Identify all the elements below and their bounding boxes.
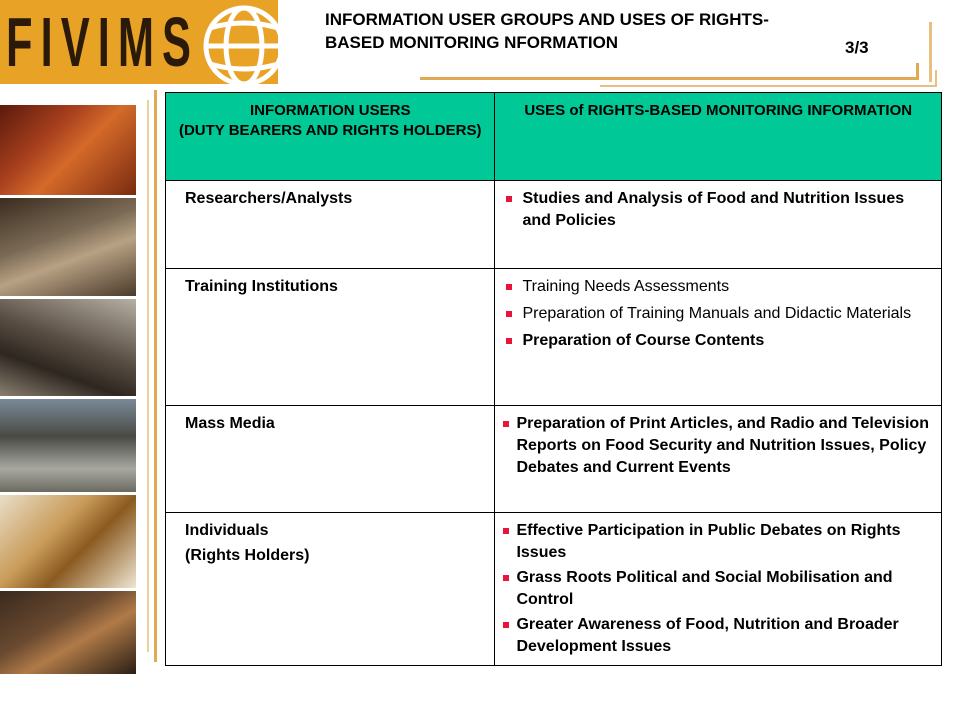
decor-line-left-2 bbox=[147, 100, 149, 652]
slide-title bbox=[325, 8, 885, 54]
table-row bbox=[166, 406, 942, 513]
list-item: Greater Awareness of Food, Nutrition and Broader Development Issues bbox=[503, 614, 933, 658]
table-row bbox=[166, 181, 942, 269]
table-row bbox=[166, 513, 942, 666]
header-users-line-2: (DUTY BEARERS AND RIGHTS HOLDERS) bbox=[178, 122, 482, 139]
photo-hands-grain bbox=[0, 494, 136, 588]
uses-cell bbox=[495, 513, 942, 666]
list-item: Effective Participation in Public Debates on Rights Issues bbox=[503, 520, 933, 564]
header-users bbox=[166, 93, 495, 181]
list-item: Studies and Analysis of Food and Nutrition Issues and Policies bbox=[503, 188, 933, 232]
header-users-line-1: INFORMATION USERS bbox=[249, 102, 411, 119]
information-users-table bbox=[165, 92, 942, 666]
photo-fish-drying bbox=[0, 398, 136, 492]
fivims-logo bbox=[0, 0, 278, 84]
globe-icon bbox=[196, 0, 278, 84]
header-uses: USES of RIGHTS-BASED MONITORING INFORMATION bbox=[495, 93, 942, 181]
user-label: Individuals bbox=[185, 522, 269, 539]
user-label: Mass Media bbox=[185, 415, 275, 432]
table-header-row bbox=[166, 93, 942, 181]
list-item: Grass Roots Political and Social Mobilisation and Control bbox=[503, 567, 933, 611]
list-item: Preparation of Course Contents bbox=[503, 330, 933, 352]
user-sublabel: (Rights Holders) bbox=[185, 547, 310, 564]
photo-children-eating bbox=[0, 298, 136, 396]
user-label: Researchers/Analysts bbox=[185, 190, 353, 207]
table-row bbox=[166, 269, 942, 406]
list-item: Training Needs Assessments bbox=[503, 276, 933, 298]
uses-cell bbox=[495, 406, 942, 513]
list-item: Preparation of Training Manuals and Didactic Materials bbox=[503, 303, 933, 325]
user-cell bbox=[166, 181, 495, 269]
list-item: Preparation of Print Articles, and Radio and Television Reports on Food Security and Nutrition Issues, Policy Debates and Current Events bbox=[503, 413, 933, 479]
title-line-1: INFORMATION USER GROUPS AND USES OF RIGHTS- bbox=[325, 10, 769, 29]
uses-cell bbox=[495, 181, 942, 269]
decor-line-right bbox=[929, 22, 932, 82]
page-number: 3/3 bbox=[845, 38, 869, 57]
photo-woman-child bbox=[0, 104, 136, 195]
logo-text: FIVIMS bbox=[6, 3, 200, 81]
decor-line-top-2 bbox=[600, 70, 937, 87]
decor-line-left bbox=[154, 90, 157, 662]
photo-bread-making bbox=[0, 197, 136, 296]
user-cell bbox=[166, 513, 495, 666]
user-cell bbox=[166, 269, 495, 406]
user-cell bbox=[166, 406, 495, 513]
uses-cell bbox=[495, 269, 942, 406]
photo-firewood-carrier bbox=[0, 590, 136, 674]
title-line-2: BASED MONITORING NFORMATION bbox=[325, 33, 619, 52]
user-label: Training Institutions bbox=[185, 278, 338, 295]
